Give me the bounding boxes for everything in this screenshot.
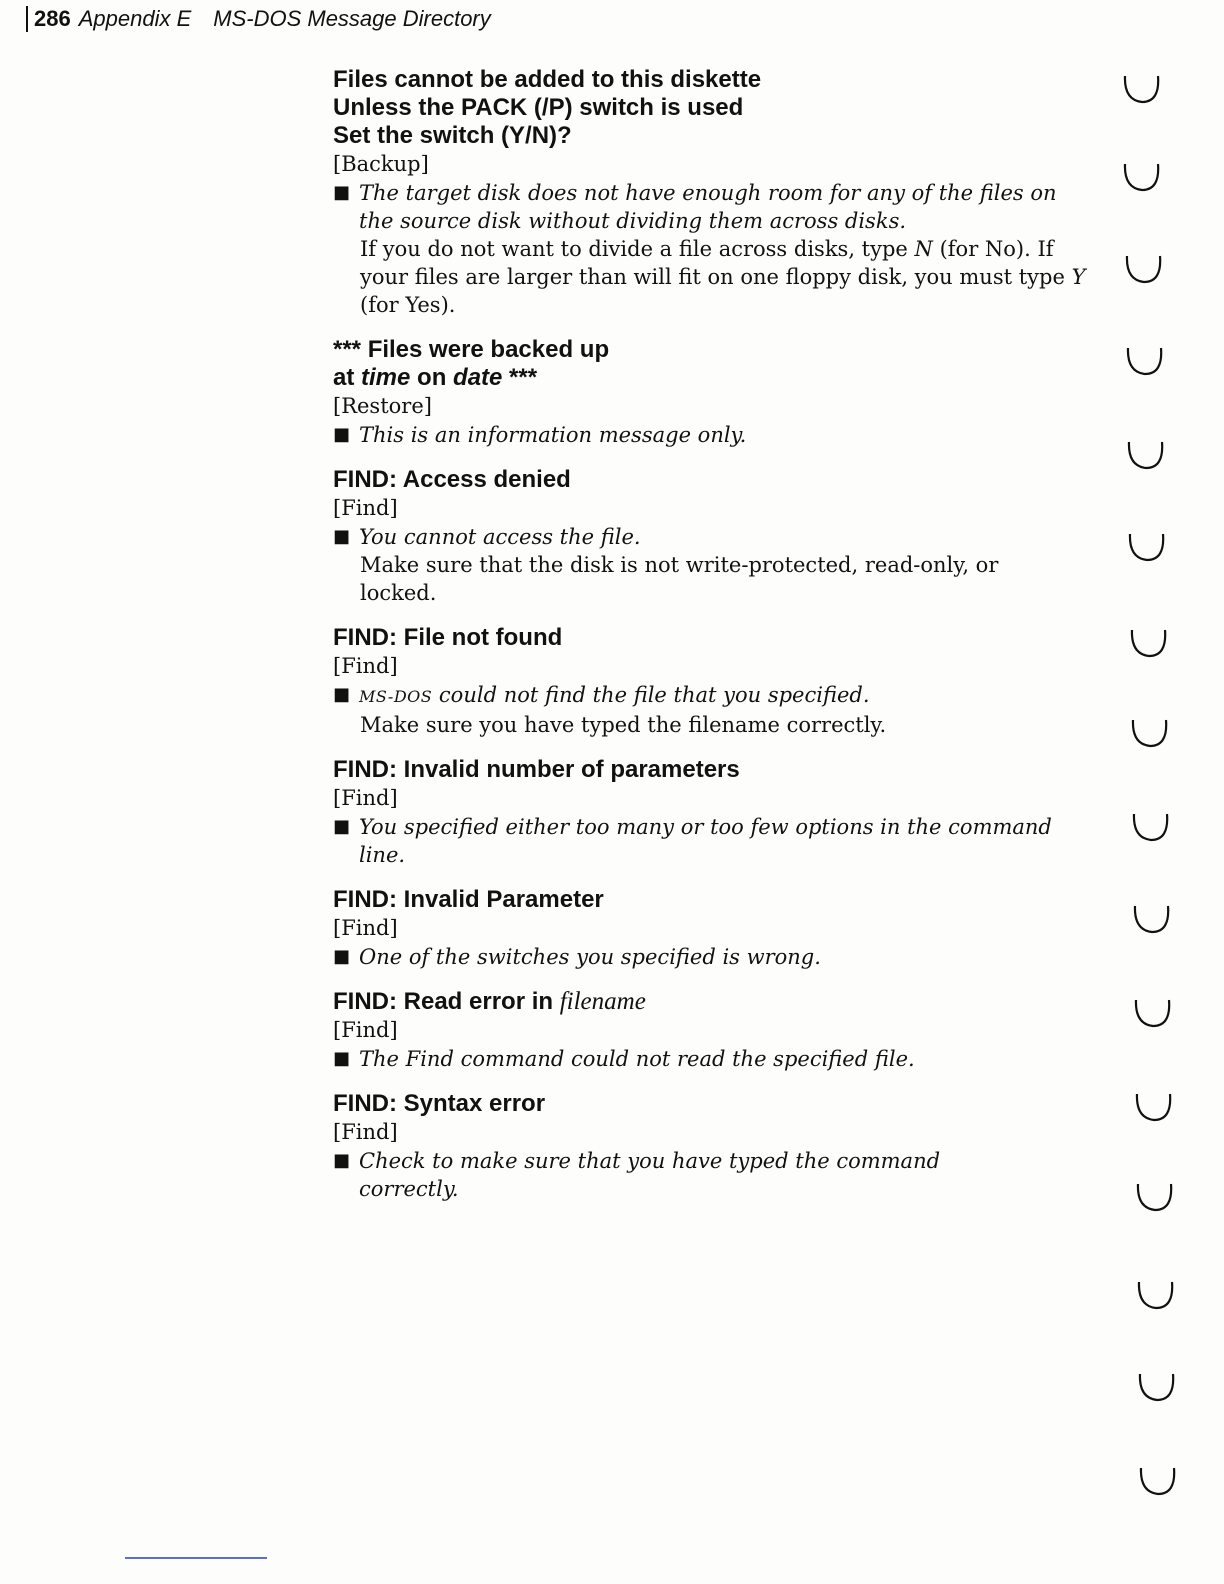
message-category: [Find] xyxy=(333,1018,398,1042)
binder-hole-icon xyxy=(1134,1090,1174,1126)
message-directory xyxy=(333,66,1093,1220)
message-entry xyxy=(333,1090,1093,1203)
appendix-label: Appendix E xyxy=(78,6,192,31)
binder-hole-icon xyxy=(1124,252,1164,288)
message-category: [Find] xyxy=(333,786,398,810)
binder-hole-icon xyxy=(1138,1464,1178,1500)
header-rule xyxy=(26,6,28,32)
message-title: FIND: Access denied xyxy=(333,466,571,493)
binder-hole-icon xyxy=(1137,1370,1177,1406)
message-title: FIND: Syntax error xyxy=(333,1090,546,1117)
header-title: MS-DOS Message Directory xyxy=(213,6,491,31)
message-title: *** Files were backed up at time on date *** xyxy=(333,336,610,391)
footer-rule xyxy=(125,1557,267,1559)
message-category: [Backup] xyxy=(333,152,429,176)
message-entry xyxy=(333,466,1093,607)
message-entry xyxy=(333,988,1093,1073)
message-entry xyxy=(333,336,1093,449)
message-title: FIND: Invalid number of parameters xyxy=(333,756,740,783)
message-description: The Find command could not read the specified file. xyxy=(359,1047,915,1071)
page-number: 286 xyxy=(34,6,71,31)
message-note: If you do not want to divide a file across disks, type N (for No). If your files are larger than will fit on one floppy disk, you must type Y (for Yes). xyxy=(360,237,1086,317)
message-entry xyxy=(333,66,1093,319)
message-description: Check to make sure that you have typed the command correctly. xyxy=(359,1149,941,1201)
message-description: You specified either too many or too few options in the command line. xyxy=(359,815,1052,867)
message-category: [Find] xyxy=(333,916,398,940)
binder-holes xyxy=(1116,60,1196,1520)
binder-hole-icon xyxy=(1125,344,1165,380)
binder-hole-icon xyxy=(1131,810,1171,846)
binder-hole-icon xyxy=(1136,1278,1176,1314)
binder-hole-icon xyxy=(1122,160,1162,196)
square-bullet-icon: ■ xyxy=(333,816,351,837)
binder-hole-icon xyxy=(1129,626,1169,662)
message-description: You cannot access the file. xyxy=(359,525,641,549)
binder-hole-icon xyxy=(1135,1180,1175,1216)
binder-hole-icon xyxy=(1126,438,1166,474)
message-entry xyxy=(333,756,1093,869)
message-description: The target disk does not have enough room for any of the files on the source disk without dividing them across disks. xyxy=(359,181,1057,233)
binder-hole-icon xyxy=(1127,530,1167,566)
square-bullet-icon: ■ xyxy=(333,1150,351,1171)
square-bullet-icon: ■ xyxy=(333,1048,351,1069)
binder-hole-icon xyxy=(1132,902,1172,938)
square-bullet-icon: ■ xyxy=(333,182,351,203)
message-description: One of the switches you specified is wrong. xyxy=(359,945,821,969)
message-category: [Find] xyxy=(333,1120,398,1144)
message-category: [Find] xyxy=(333,654,398,678)
square-bullet-icon: ■ xyxy=(333,946,351,967)
binder-hole-icon xyxy=(1122,72,1162,108)
message-category: [Find] xyxy=(333,496,398,520)
binder-hole-icon xyxy=(1130,716,1170,752)
message-note: Make sure that the disk is not write-protected, read-only, or locked. xyxy=(360,553,999,605)
message-category: [Restore] xyxy=(333,394,432,418)
message-title: FIND: Read error in filename xyxy=(333,988,646,1015)
message-entry xyxy=(333,624,1093,739)
message-title: FIND: Invalid Parameter xyxy=(333,886,604,913)
message-title: Files cannot be added to this diskette Unless the PACK (/P) switch is used Set the switch (Y/N)? xyxy=(333,66,762,149)
message-entry xyxy=(333,886,1093,971)
page-header xyxy=(26,4,491,34)
square-bullet-icon: ■ xyxy=(333,526,351,547)
binder-hole-icon xyxy=(1133,996,1173,1032)
message-note: Make sure you have typed the filename correctly. xyxy=(360,713,887,737)
square-bullet-icon: ■ xyxy=(333,424,351,445)
square-bullet-icon: ■ xyxy=(333,684,351,705)
message-description: MS-DOS could not find the file that you specified. xyxy=(359,683,870,707)
message-title: FIND: File not found xyxy=(333,624,563,651)
message-description: This is an information message only. xyxy=(359,423,747,447)
